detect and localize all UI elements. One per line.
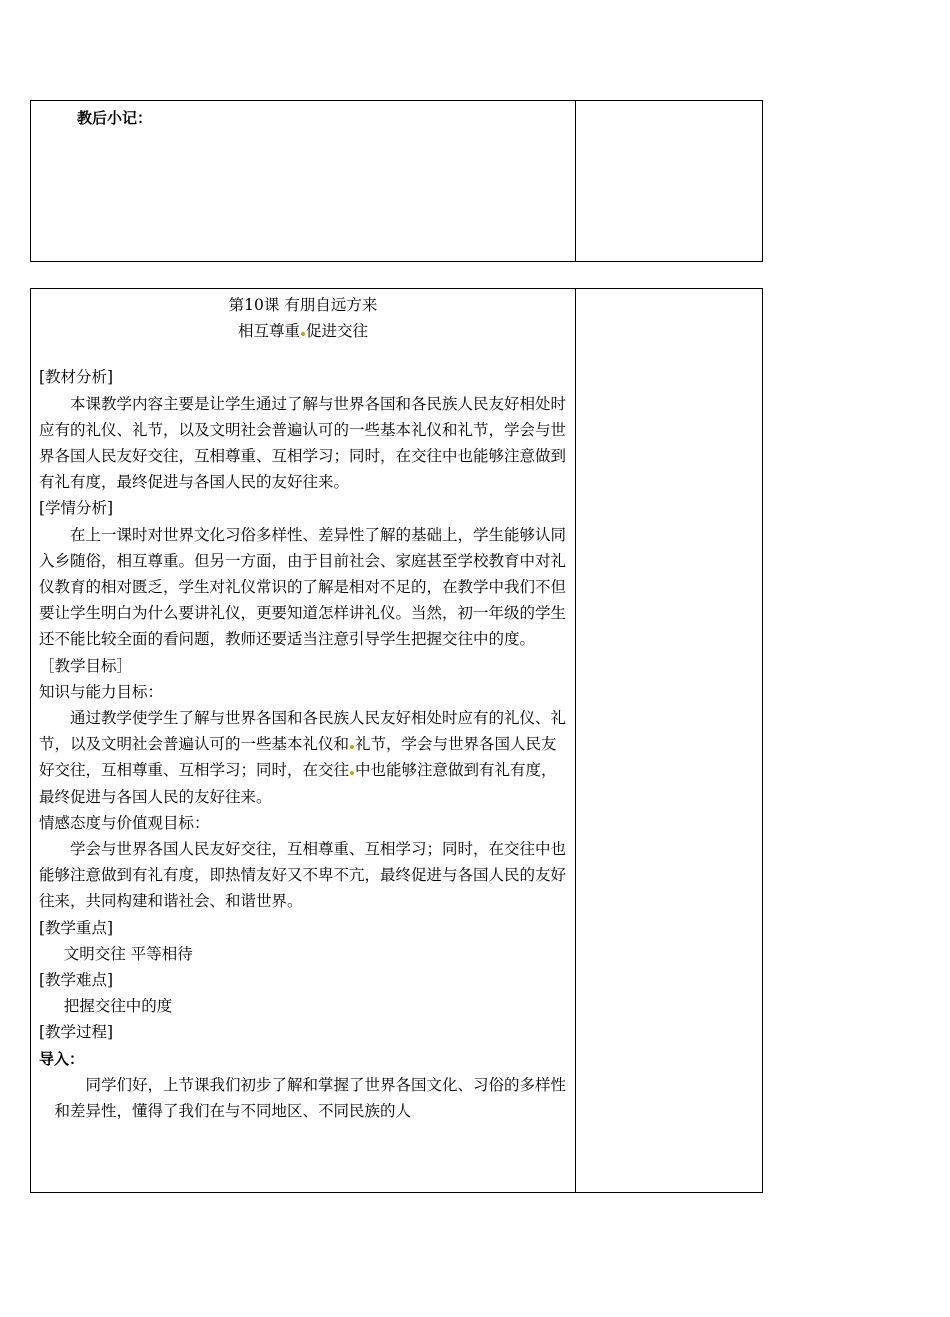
column-divider [575, 289, 576, 1192]
material-text: 本课教学内容主要是让学生通过了解与世界各国和各民族人民友好相处时应有的礼仪、礼节，以及文明社会普遍认可的一些基本礼仪和礼节，学会与世界各国人民友好交往，互相尊重、互相学习；同时，在交往中也能够注意做到有礼有度，最终促进与各国人民的友好往来。 [39, 394, 567, 492]
process-heading: [教学过程] [39, 1023, 114, 1042]
lesson-content [39, 292, 567, 1124]
knowledge-text-3: 中也能够注意做到有礼有度，最终促进与各国人民的友好往来。 [39, 761, 557, 806]
emotion-label: 情感态度与价值观目标： [39, 813, 210, 832]
blank-line [39, 344, 567, 364]
emotion-text: 学会与世界各国人民友好交往，互相尊重、互相学习；同时，在交往中也能够注意做到有礼有度，即热情友好又不卑不亢，最终促进与各国人民的友好往来，共同构建和谐社会、和谐世界。 [39, 840, 567, 911]
dot-mark [301, 332, 305, 336]
lesson-subtitle [39, 318, 567, 344]
goals-heading: ［教学目标］ [39, 656, 133, 675]
notes-label: 教后小记： [77, 109, 153, 127]
knowledge-text [39, 705, 567, 810]
material-heading: [教材分析] [39, 368, 114, 387]
key-heading: [教学重点] [39, 918, 114, 937]
subtitle-part-2: 促进交往 [306, 322, 369, 341]
student-text: 在上一课时对世界文化习俗多样性、差异性了解的基础上，学生能够认同入乡随俗，相互尊重。但另一方面，由于目前社会、家庭甚至学校教育中对礼仪教育的相对匮乏，学生对礼仪常识的了解是相对不足的，在教学中我们不但要让学生明白为什么要讲礼仪，更要知道怎样讲礼仪。当然，初一年级的学生还不能比较全面的看问题，教师还要适当注意引导学生把握交往中的度。 [39, 525, 567, 649]
subtitle-part-1: 相互尊重 [237, 322, 300, 341]
column-divider [575, 101, 576, 261]
notes-box [30, 100, 763, 262]
intro-text: 同学们好，上节课我们初步了解和掌握了世界各国文化、习俗的多样性和差异性，懂得了我们在与不同地区、不同民族的人 [54, 1075, 567, 1121]
intro-label: 导入： [39, 1049, 85, 1068]
knowledge-text-2: 礼节，学会与世界各国人民友好交往，互相尊重、互相学习；同时，在交往 [39, 735, 557, 780]
dot-mark [350, 771, 354, 775]
knowledge-label: 知识与能力目标： [39, 682, 164, 701]
lesson-box [30, 288, 763, 1193]
difficulty-heading: [教学难点] [39, 971, 114, 990]
knowledge-text-1: 通过教学使学生了解与世界各国和各民族人民友好相处时应有的礼仪、礼节，以及文明社会普遍认可的一些基本礼仪和 [39, 709, 567, 754]
key-text: 文明交往 平等相待 [63, 944, 193, 963]
student-heading: [学情分析] [39, 499, 114, 518]
dot-mark [350, 745, 354, 749]
lesson-title: 第10课 有朋自远方来 [228, 296, 378, 314]
difficulty-text: 把握交往中的度 [63, 997, 173, 1016]
